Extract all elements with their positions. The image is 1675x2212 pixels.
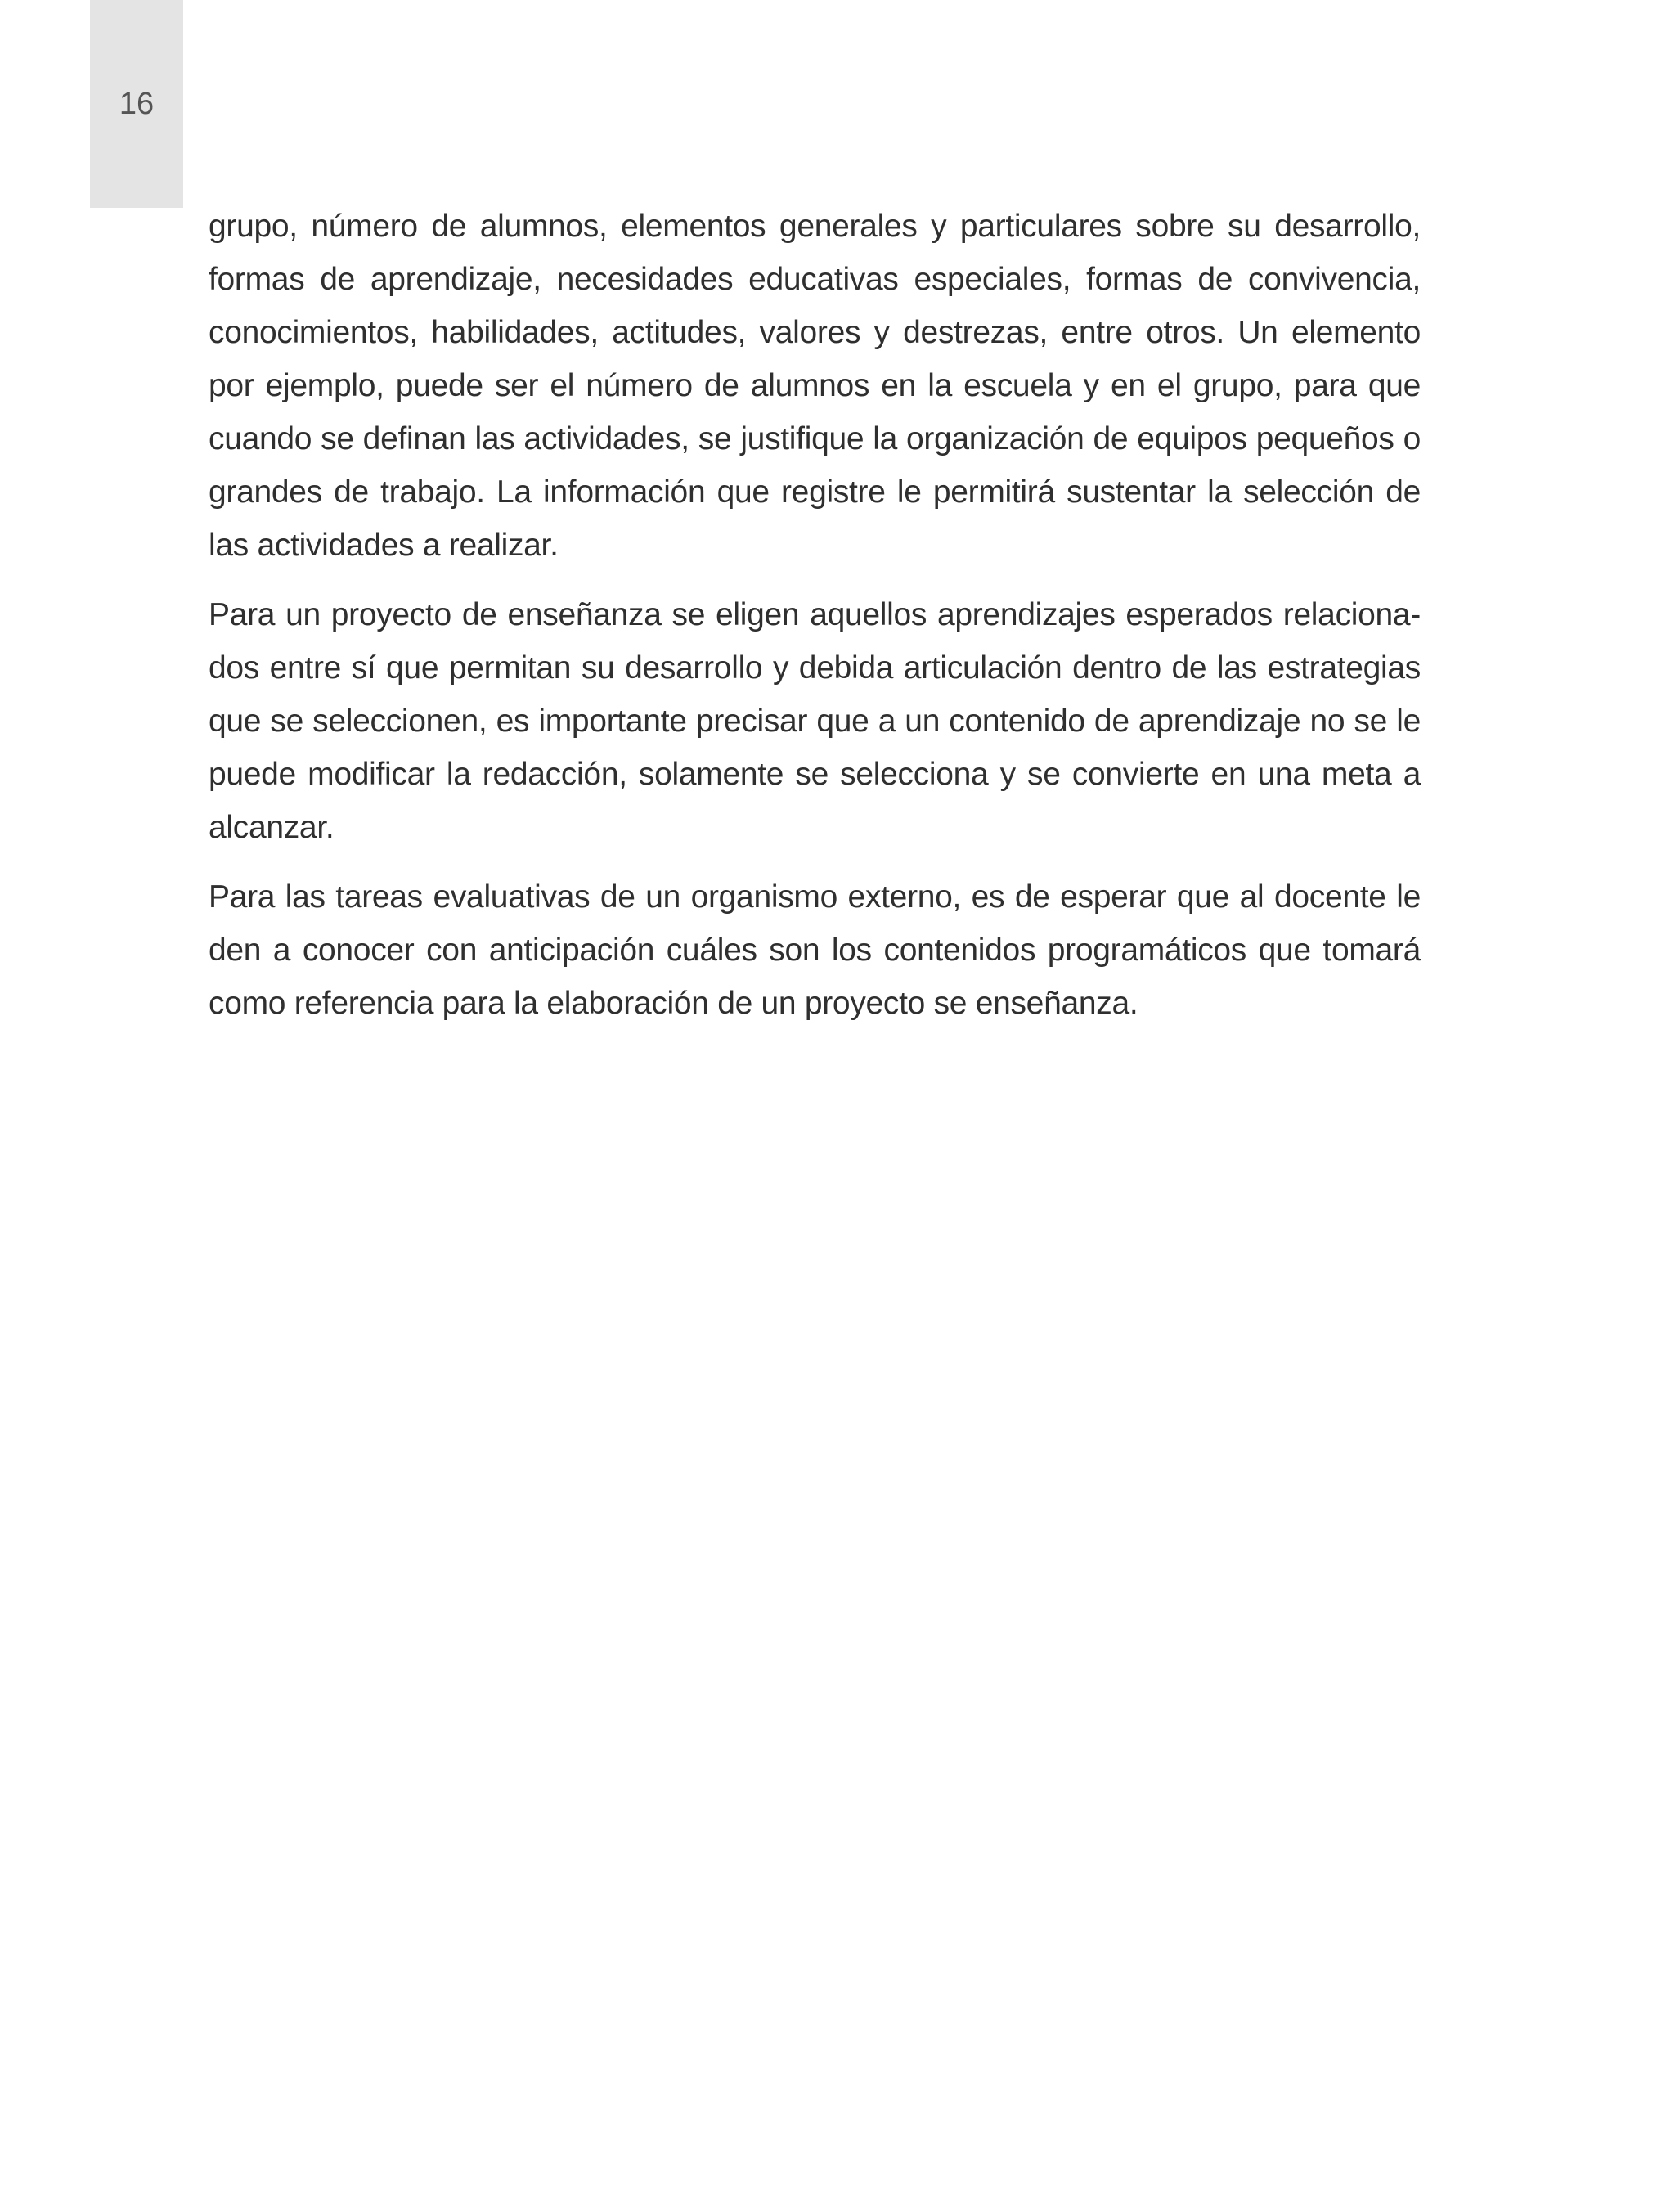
paragraph-3: Para las tareas evaluativas de un organismo externo, es de esperar que al docente le den a conocer con anticipación cuáles son los contenidos programáticos que tomará como referencia para la elaboración de un proyecto se enseñanza. xyxy=(209,879,1421,1021)
page-number: 16 xyxy=(119,87,155,121)
paragraph-1: grupo, número de alumnos, elementos generales y particulares sobre su desarrollo, formas de aprendizaje, necesidades educativas especiales, formas de convivencia, conocimientos, habilidades, actitudes, valores y destrezas, entre otros. Un elemento por ejemplo, puede ser el número de alumnos en la escuela y en el grupo, para que cuando se definan las actividades, se justifique la organización de equipos pequeños o grandes de trabajo. La información que registre le permitirá sustentar la selección de las actividades a realizar. xyxy=(209,209,1421,563)
paragraph-2: Para un proyecto de enseñanza se eligen aquellos aprendizajes esperados relaciona-dos entre sí que permitan su desarrollo y debida articulación dentro de las estrategias que se seleccionen, es importante precisar que a un contenido de aprendizaje no se le puede modificar la redacción, solamente se selecciona y se convierte en una meta a alcanzar. xyxy=(209,597,1421,845)
body-text xyxy=(209,200,1421,1046)
